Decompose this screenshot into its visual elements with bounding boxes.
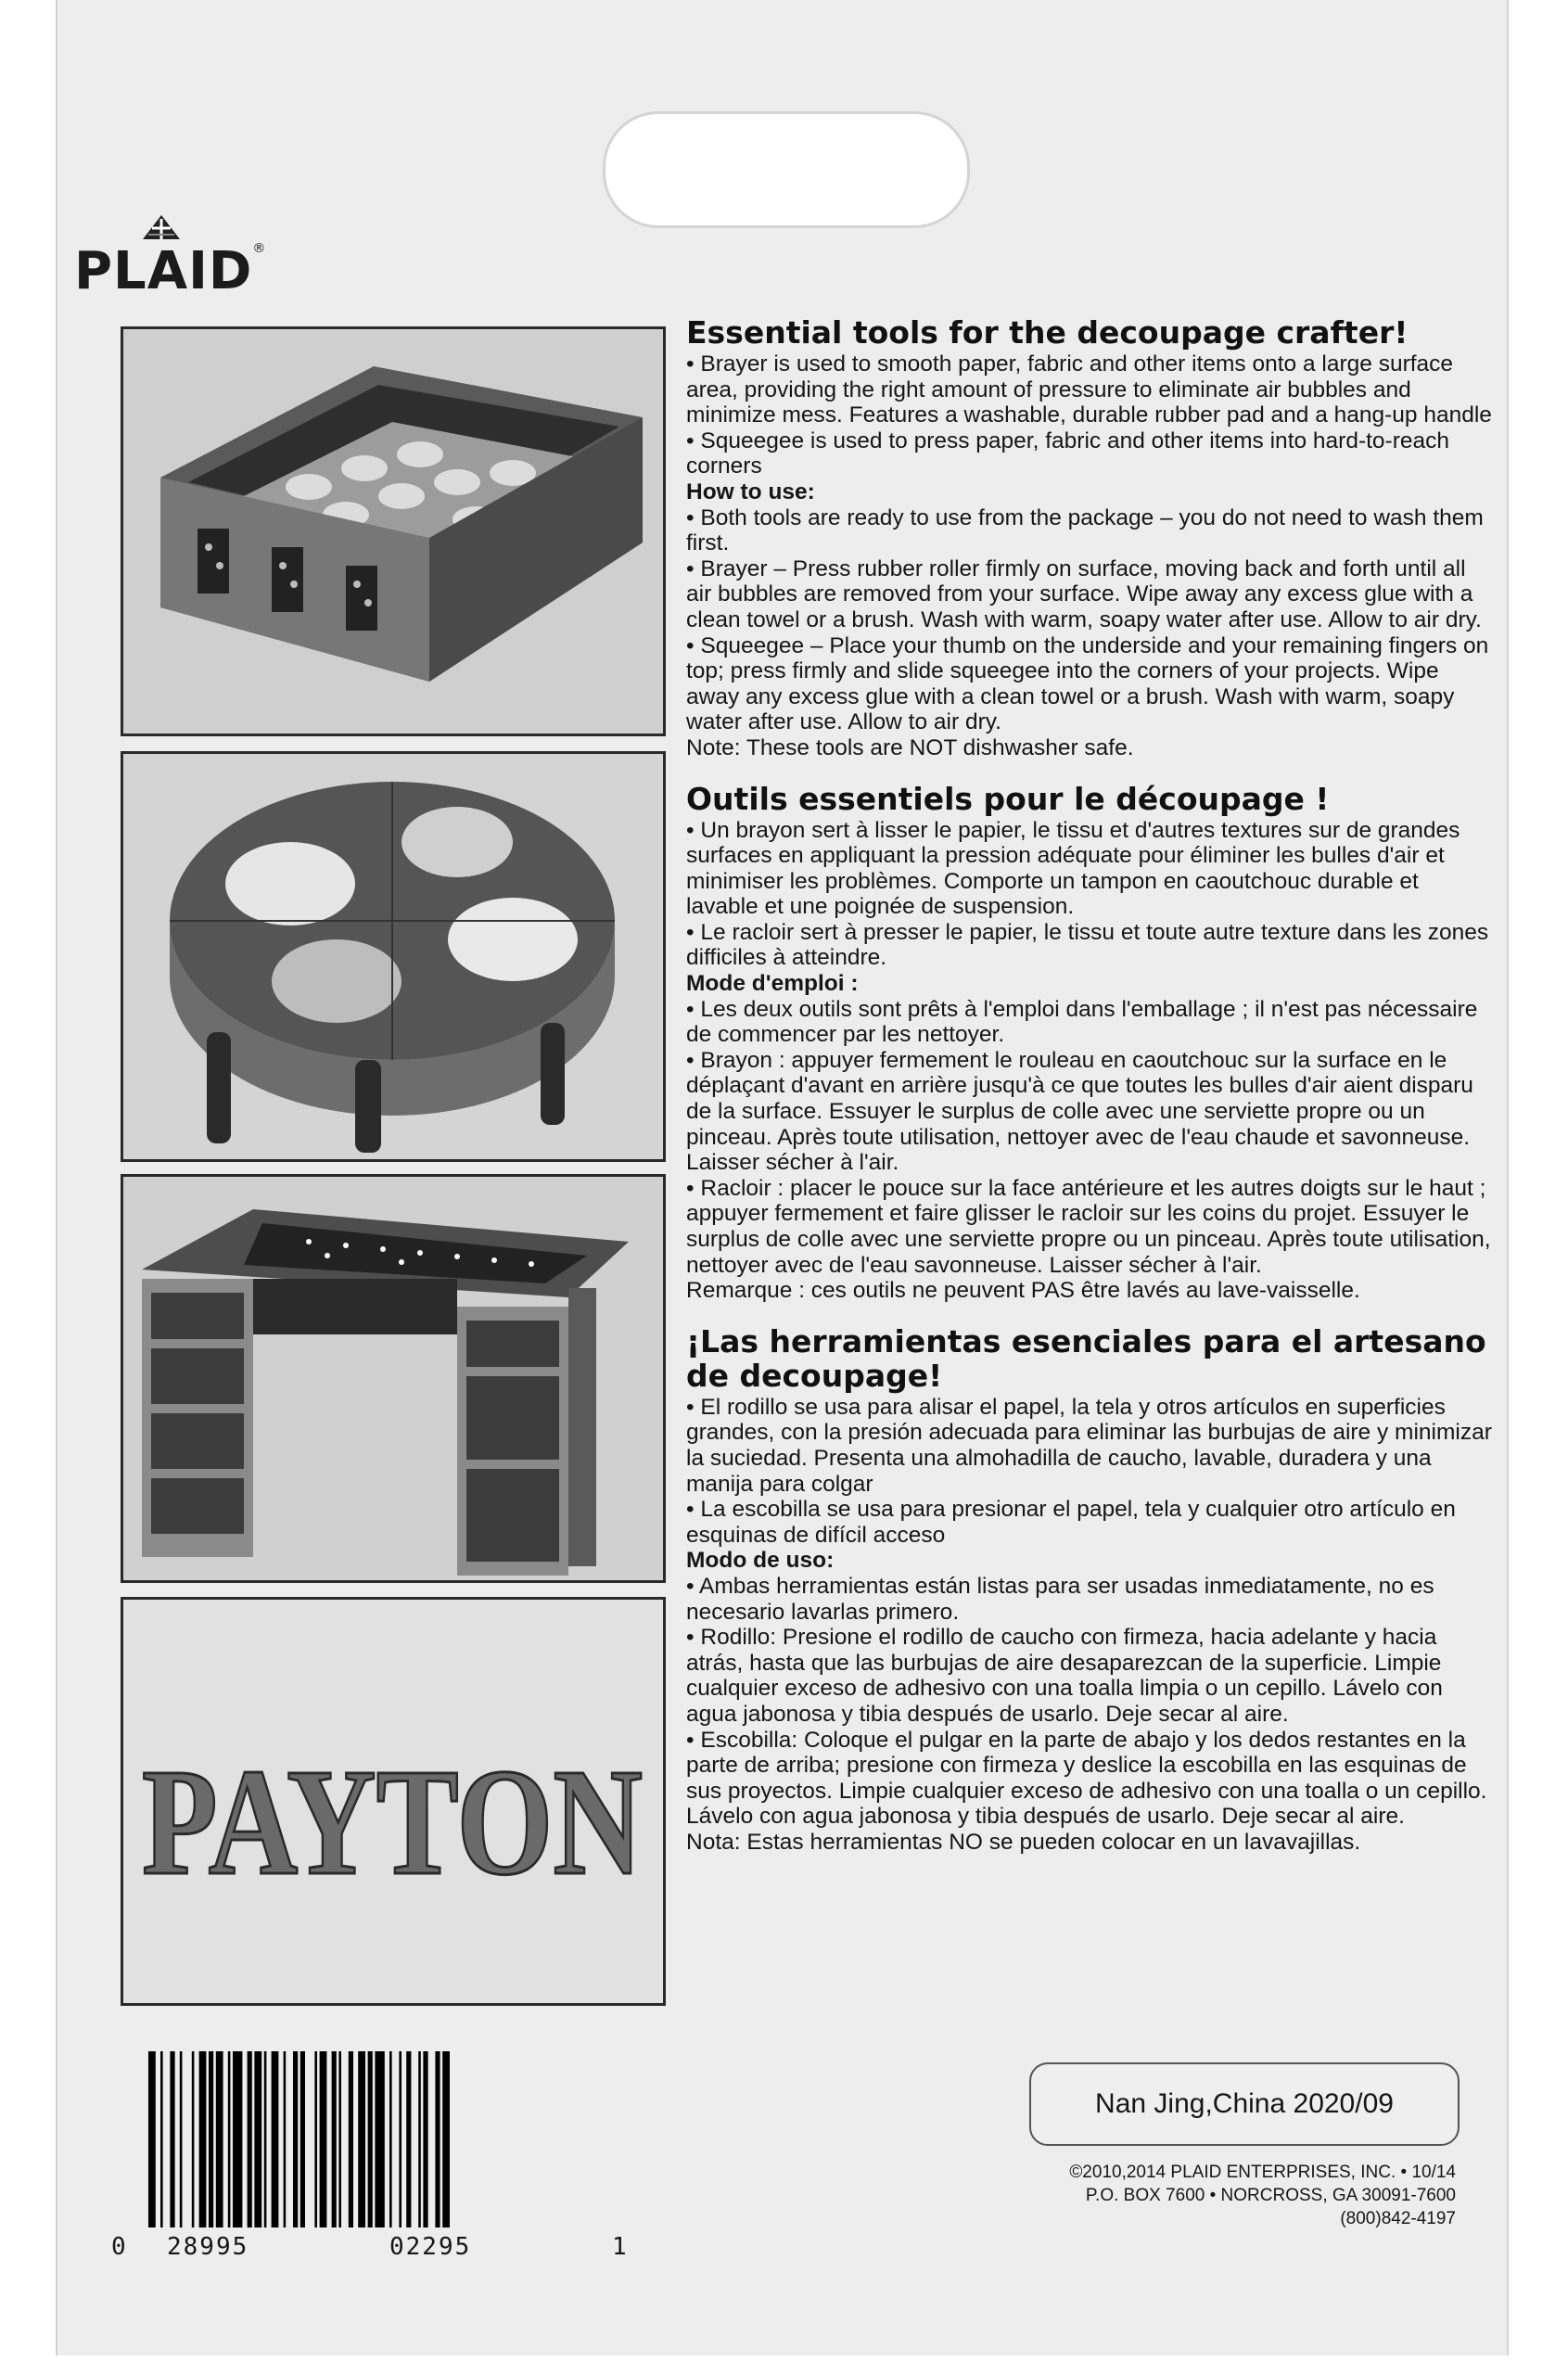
- barcode-bar: [332, 2051, 337, 2227]
- barcode-bar: [349, 2051, 353, 2227]
- plaid-tartan-icon: [139, 211, 184, 243]
- barcode-bar: [293, 2051, 298, 2227]
- copyright-line-1: ©2010,2014 PLAID ENTERPRISES, INC. • 10/14: [1069, 2163, 1456, 2182]
- fr-intro-1: • Un brayon sert à lisser le papier, le tissu et d'autres textures sur de grandes surfaces en appliquant la pression adéquate pour éliminer les bulles d'air et minimiser les problèmes. Comporte un tampon en caoutchouc durable et lavable et une poignée de suspension.: [686, 817, 1460, 920]
- barcode-check-digit: 1: [612, 2233, 629, 2261]
- section-french: [679, 782, 1495, 1304]
- fr-step-3: • Racloir : placer le pouce sur la face antérieure et les autres doigts sur le haut ; appuyer fermement et faire glisser le racloir sur les coins du projet. Essuyer le surplus de colle avec une serviette propre ou un pinceau. Après toute utilisation, nettoyer avec de l'eau savonneuse. Laisser sécher à l'air.: [686, 1175, 1491, 1278]
- barcode-bar: [228, 2051, 231, 2227]
- en-step-1: • Both tools are ready to use from the package – you do not need to wash them first.: [686, 504, 1484, 556]
- barcode-bar: [418, 2051, 421, 2227]
- en-intro-1: • Brayer is used to smooth paper, fabric and other items onto a large surface area, providing the right amount of pressure to eliminate air bubbles and minimize mess. Features a washable, durable rubber pad and a hang-up handle: [686, 351, 1492, 428]
- brand-name: PLAID: [74, 241, 253, 301]
- barcode-bar: [300, 2051, 305, 2227]
- fr-step-1: • Les deux outils sont prêts à l'emploi dans l'emballage ; il n'est pas nécessaire de commencer par les nettoyer.: [686, 996, 1478, 1048]
- barcode-right-group: 02295: [389, 2233, 472, 2261]
- barcode-bar: [399, 2051, 402, 2227]
- en-subhead: How to use:: [686, 479, 815, 504]
- title-french: Outils essentiels pour le découpage !: [686, 780, 1330, 817]
- instructions-column: [679, 315, 1495, 1875]
- barcode-bar: [284, 2051, 287, 2227]
- copyright-block: [1011, 2161, 1456, 2230]
- plaid-logo: [74, 211, 278, 301]
- barcode-bar: [148, 2051, 156, 2227]
- photo-decoupage-letters: [121, 1597, 666, 2006]
- fr-step-2: • Brayon : appuyer fermement le rouleau en caoutchouc sur la surface en le déplaçant d'avant en arrière jusqu'à ce que toutes les bulles d'air aient disparu de la surface. Essuyer le surplus de colle avec une serviette propre ou un pinceau. Après toute utilisation, nettoyer avec de l'eau chaude et savonneuse. Laisser sécher à l'air.: [686, 1047, 1473, 1176]
- barcode-bar: [320, 2051, 327, 2227]
- barcode-bar: [389, 2051, 392, 2227]
- es-step-2: • Rodillo: Presione el rodillo de caucho con firmeza, hacia adelante y hacia atrás, hasta que las burbujas de aire desaparezcan de la superficie. Limpie cualquier exceso de adhesivo con una toalla limpia o un cepillo. Lávelo con agua jabonosa y tibia después de usarlo. Deje secar al aire.: [686, 1625, 1443, 1727]
- barcode-bar: [406, 2051, 411, 2227]
- barcode-bar: [435, 2051, 440, 2227]
- es-note: Nota: Estas herramientas NO se pueden colocar en un lavavajillas.: [686, 1829, 1361, 1855]
- barcode-left-group: 28995: [167, 2233, 249, 2261]
- letters-word: PAYTON: [142, 1737, 643, 1907]
- photo-decoupage-stool: [121, 751, 666, 1162]
- made-in-label: Nan Jing,China 2020/09: [1029, 2062, 1460, 2146]
- barcode-bar: [368, 2051, 373, 2227]
- barcode-bar: [254, 2051, 261, 2227]
- barcode-bar: [423, 2051, 427, 2227]
- barcode-first-digit: 0: [111, 2233, 128, 2261]
- title-english: Essential tools for the decoupage crafter!: [686, 314, 1409, 351]
- title-spanish: ¡Las herramientas esenciales para el artesano de decoupage!: [686, 1322, 1486, 1394]
- registered-mark: ®: [252, 241, 267, 256]
- en-intro-2: • Squeegee is used to press paper, fabric and other items into hard-to-reach corners: [686, 428, 1449, 479]
- barcode-bar: [375, 2051, 384, 2227]
- es-step-3: • Escobilla: Coloque el pulgar en la parte de abajo y los dedos restantes en la parte de arriba; presione con firmeza y deslice la escobilla en las esquinas de sus proyectos. Limpie cualquier exceso de adhesivo con una toalla o un cepillo.: [686, 1727, 1487, 1804]
- barcode-bar: [170, 2051, 174, 2227]
- photo-decoupage-box: [121, 326, 666, 736]
- es-step-4: Lávelo con agua jabonosa y tibia después de usarlo. Deje secar al aire.: [686, 1804, 1405, 1830]
- photo-decoupage-desk: [121, 1174, 666, 1583]
- copyright-line-2: P.O. BOX 7600 • NORCROSS, GA 30091-7600: [1085, 2186, 1456, 2205]
- barcode-bar: [192, 2051, 195, 2227]
- barcode-bar: [358, 2051, 365, 2227]
- copyright-line-3: (800)842-4197: [1340, 2209, 1456, 2228]
- section-spanish: [679, 1324, 1495, 1856]
- barcode-bar: [314, 2051, 317, 2227]
- barcode-bar: [209, 2051, 213, 2227]
- en-step-3: • Squeegee – Place your thumb on the underside and your remaining fingers on top; press firmly and slide squeegee into the corners of your projects. Wipe away any excess glue with a clean towel or a brush. Wash with warm, soapy water after use. Allow to air dry.: [686, 632, 1489, 735]
- en-step-2: • Brayer – Press rubber roller firmly on surface, moving back and forth until all air bubbles are removed from your surface. Wipe away any excess glue with a clean towel or a brush. Wash with warm, soapy water after use. Allow to air dry.: [686, 555, 1482, 632]
- fr-intro-2: • Le racloir sert à presser le papier, le tissu et toute autre texture dans les zones difficiles à atteindre.: [686, 919, 1489, 971]
- barcode-bar: [442, 2051, 450, 2227]
- barcode-bar: [199, 2051, 207, 2227]
- barcode: [148, 2051, 612, 2227]
- hang-hole: [603, 111, 970, 228]
- barcode-bar: [264, 2051, 267, 2227]
- es-subhead: Modo de uso:: [686, 1548, 835, 1574]
- barcode-bar: [338, 2051, 341, 2227]
- barcode-bar: [248, 2051, 252, 2227]
- es-intro-2: • La escobilla se usa para presionar el papel, tela y cualquier otro artículo en esquinas de difícil acceso: [686, 1497, 1456, 1548]
- barcode-bar: [180, 2051, 183, 2227]
- barcode-bar: [272, 2051, 279, 2227]
- barcode-bar: [160, 2051, 163, 2227]
- fr-note: Remarque : ces outils ne peuvent PAS être lavés au lave-vaisselle.: [686, 1278, 1360, 1304]
- fr-subhead: Mode d'emploi :: [686, 971, 859, 997]
- en-note: Note: These tools are NOT dishwasher safe.: [686, 734, 1134, 760]
- barcode-bar: [216, 2051, 223, 2227]
- es-step-1: • Ambas herramientas están listas para ser usadas inmediatamente, no es necesario lavarlas primero.: [686, 1573, 1434, 1625]
- barcode-bar: [233, 2051, 242, 2227]
- es-intro-1: • El rodillo se usa para alisar el papel, la tela y otros artículos en superficies grandes, con la presión adecuada para eliminar las burbujas de aire y minimizar la suciedad. Presenta una almohadilla de caucho, lavable, duradera y una manija para colgar: [686, 1394, 1492, 1497]
- section-english: [679, 315, 1495, 761]
